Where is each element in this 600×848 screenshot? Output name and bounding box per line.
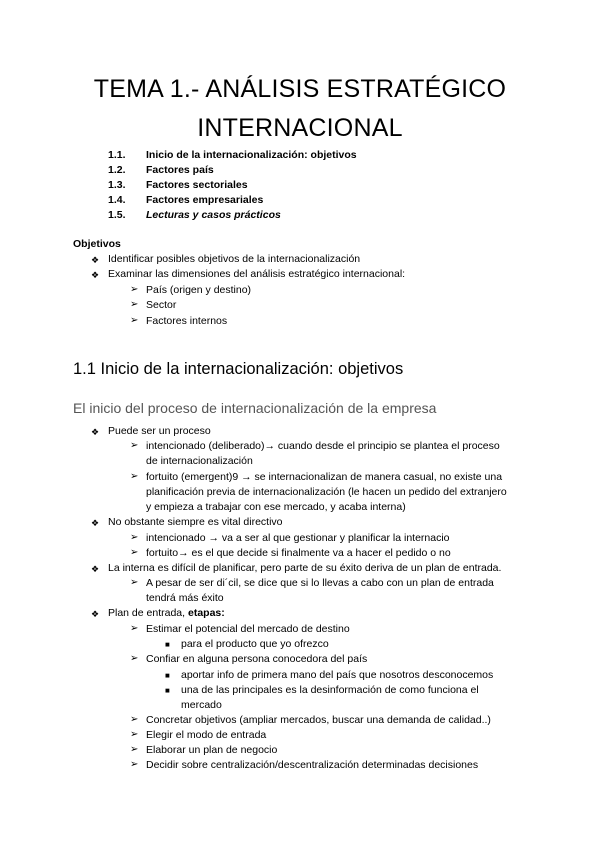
diamond-bullet-icon: ❖: [91, 427, 100, 437]
diamond-bullet-icon: ❖: [91, 270, 100, 280]
bullet-text: planificación previa de internacionalización (le hacen un pedido del extranjero: [146, 486, 507, 498]
arrow-bullet-icon: ➢: [130, 284, 139, 295]
arrow-bullet-icon: ➢: [130, 299, 139, 310]
toc-text: Inicio de la internacionalización: objetivos: [146, 149, 357, 161]
diamond-bullet-icon: ❖: [91, 518, 100, 528]
diamond-bullet-icon: ❖: [91, 609, 100, 619]
arrow-bullet-icon: ➢: [130, 471, 139, 482]
toc-number: 1.3.: [108, 179, 126, 191]
toc-text: Factores empresariales: [146, 194, 264, 206]
arrow-bullet-icon: ➢: [130, 577, 139, 588]
bullet-text: Puede ser un proceso: [108, 425, 211, 437]
diamond-bullet-icon: ❖: [91, 255, 100, 265]
bullet-text: una de las principales es la desinformación de como funciona el: [181, 684, 479, 696]
bullet-text: La interna es difícil de planificar, pero parte de su éxito deriva de un plan de entrada.: [108, 562, 502, 574]
toc-number: 1.1.: [108, 149, 126, 161]
bullet-text: Elaborar un plan de negocio: [146, 744, 278, 756]
arrow-bullet-icon: ➢: [130, 759, 139, 770]
toc-text: Factores sectoriales: [146, 179, 248, 191]
objective-subitem: País (origen y destino): [146, 284, 252, 296]
arrow-bullet-icon: ➢: [130, 653, 139, 664]
toc-text: Lecturas y casos prácticos: [146, 209, 281, 221]
bullet-text-plain: Plan de entrada,: [108, 607, 188, 619]
page-title-line1: TEMA 1.- ANÁLISIS ESTRATÉGICO: [93, 75, 507, 103]
objectives-heading: Objetivos: [73, 238, 121, 250]
square-bullet-icon: ■: [165, 671, 170, 680]
square-bullet-icon: ■: [165, 640, 170, 649]
objective-subitem: Sector: [146, 299, 177, 311]
bullet-text: Decidir sobre centralización/descentralización determinadas decisiones: [146, 759, 479, 771]
bullet-text: aportar info de primera mano del país que nosotros desconocemos: [181, 669, 494, 681]
bullet-text: Confiar en alguna persona conocedora del país: [146, 653, 368, 665]
arrow-bullet-icon: ➢: [130, 744, 139, 755]
bullet-text: A pesar de ser di´cil, se dice que si lo llevas a cabo con un plan de entrada: [146, 577, 494, 589]
objective-subitem: Factores internos: [146, 315, 228, 327]
arrow-bullet-icon: ➢: [130, 532, 139, 543]
page-title-line2: INTERNACIONAL: [197, 114, 403, 142]
toc-number: 1.5.: [108, 209, 126, 221]
bullet-text: intencionado (deliberado)→ cuando desde el principio se plantea el proceso: [146, 440, 500, 452]
objective-item: Identificar posibles objetivos de la internacionalización: [108, 253, 361, 265]
bullet-text: fortuito→ es el que decide si finalmente va a hacer el pedido o no: [146, 547, 451, 559]
objective-item: Examinar las dimensiones del análisis estratégico internacional:: [108, 268, 406, 280]
section-subheading: El inicio del proceso de internacionalización de la empresa: [73, 400, 437, 416]
bullet-text: tendrá más éxito: [146, 592, 224, 604]
bullet-text: fortuito (emergent)9 → se internacionalizan de manera casual, no existe una: [146, 471, 503, 483]
diamond-bullet-icon: ❖: [91, 564, 100, 574]
bullet-text: Estimar el potencial del mercado de destino: [146, 623, 350, 635]
toc-text: Factores país: [146, 164, 214, 176]
bullet-text: mercado: [181, 699, 222, 711]
arrow-bullet-icon: ➢: [130, 729, 139, 740]
bullet-text: Elegir el modo de entrada: [146, 729, 267, 741]
arrow-bullet-icon: ➢: [130, 714, 139, 725]
toc-number: 1.2.: [108, 164, 126, 176]
toc-number: 1.4.: [108, 194, 126, 206]
bullet-text-bold: etapas:: [187, 607, 225, 619]
section-heading: 1.1 Inicio de la internacionalización: objetivos: [73, 360, 404, 378]
bullet-text: Concretar objetivos (ampliar mercados, buscar una demanda de calidad..): [146, 714, 491, 726]
bullet-text: para el producto que yo ofrezco: [181, 638, 329, 650]
arrow-bullet-icon: ➢: [130, 623, 139, 634]
bullet-text: y empieza a trabajar con ese mercado, y acaba interna): [146, 501, 406, 513]
arrow-bullet-icon: ➢: [130, 547, 139, 558]
bullet-text: de internacionalización: [146, 455, 253, 467]
arrow-bullet-icon: ➢: [130, 440, 139, 451]
square-bullet-icon: ■: [165, 686, 170, 695]
arrow-bullet-icon: ➢: [130, 315, 139, 326]
bullet-text: No obstante siempre es vital directivo: [108, 516, 283, 528]
bullet-text: intencionado → va a ser al que gestionar y planificar la internacio: [146, 532, 450, 544]
bullet-text: [108, 606, 225, 620]
